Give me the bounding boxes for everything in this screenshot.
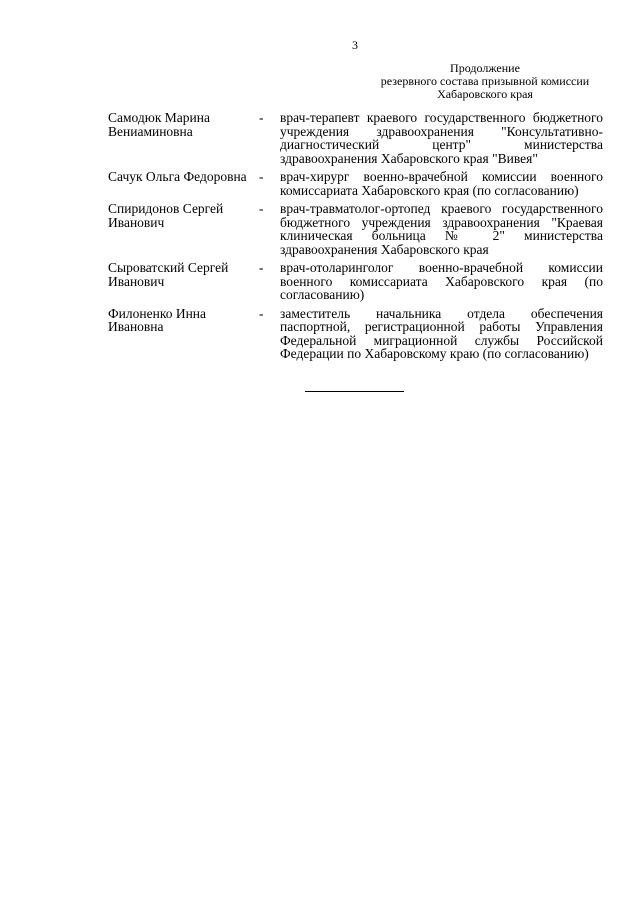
members-list xyxy=(108,111,608,366)
member-name: Сыроватский Сергей Иванович xyxy=(108,260,229,289)
end-divider xyxy=(305,391,404,392)
continuation-subtitle: резервного состава призывной комиссии xyxy=(380,74,590,88)
member-row xyxy=(108,202,608,256)
member-row xyxy=(108,307,608,361)
member-name: Спиридонов Сергей Иванович xyxy=(108,201,224,230)
member-position: заместитель начальника отдела обеспечения паспортной, регистрационной работы Управления Федеральной миграционной службы Российской Федерации по Хабаровскому краю (по согласованию) xyxy=(280,305,603,361)
member-dash: - xyxy=(259,169,264,184)
member-dash: - xyxy=(259,260,264,275)
member-row xyxy=(108,170,608,197)
continuation-header xyxy=(360,62,610,101)
member-position: врач-терапевт краевого государственного бюджетного учреждения здравоохранения "Консультативно-диагностический центр" министерства здравоохранения Хабаровского края "Вивея" xyxy=(280,110,603,166)
member-row xyxy=(108,111,608,165)
member-dash: - xyxy=(259,110,264,125)
continuation-region: Хабаровского края xyxy=(437,87,533,101)
member-row xyxy=(108,261,608,302)
member-position: врач-отоларинголог военно-врачебной комиссии военного комиссариата Хабаровского края (по согласованию) xyxy=(280,260,603,302)
member-name: Филоненко Инна Ивановна xyxy=(108,305,207,334)
page-number: 3 xyxy=(352,38,358,52)
member-position: врач-травматолог-ортопед краевого государственного бюджетного учреждения здравоохранения "Краевая клиническая больница № 2" министерства здравоохранения Хабаровского края xyxy=(280,201,603,257)
member-dash: - xyxy=(259,201,264,216)
member-position: врач-хирург военно-врачебной комиссии военного комиссариата Хабаровского края (по согласованию) xyxy=(280,169,603,198)
member-name: Самодюк Марина Вениаминовна xyxy=(108,110,210,139)
member-dash: - xyxy=(259,305,264,321)
member-name: Сачук Ольга Федоровна xyxy=(108,169,247,184)
continuation-title: Продолжение xyxy=(450,61,520,75)
